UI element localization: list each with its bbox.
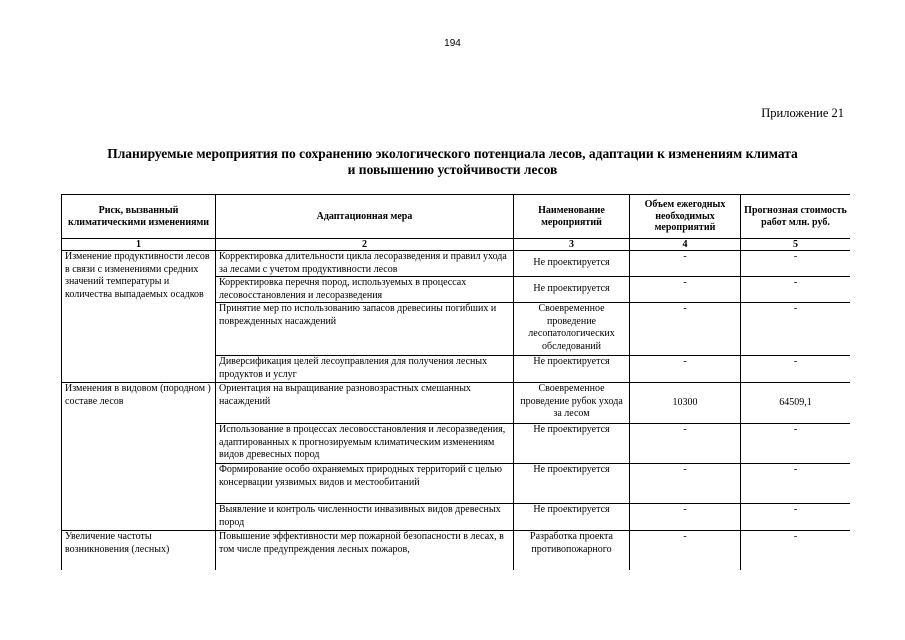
- measure-cell: Повышение эффективности мер пожарной безопасности в лесах, в том числе предупреждения лесных пожаров,: [216, 531, 514, 571]
- volume-cell: -: [630, 277, 741, 303]
- appendix-label: Приложение 21: [761, 106, 844, 120]
- volume-cell: -: [630, 303, 741, 356]
- activity-cell: Своевременное проведение рубок ухода за лесом: [514, 383, 630, 424]
- activity-cell: Не проектируется: [514, 504, 630, 531]
- activity-cell: Разработка проекта противопожарного: [514, 531, 630, 571]
- volume-cell: -: [630, 531, 741, 571]
- measure-cell: Корректировка перечня пород, используемых в процессах лесовосстановления и лесоразведения: [216, 277, 514, 303]
- title-line-2: и повышению устойчивости лесов: [347, 162, 558, 177]
- measure-cell: Использование в процессах лесовосстановления и лесоразведения, адаптированных к прогнозируемым климатическим изменениям видов древесных пород: [216, 424, 514, 464]
- risk-cell: Увеличение частоты возникновения (лесных): [62, 531, 216, 571]
- risk-cell: Изменение продуктивности лесов в связи с изменениями средних значений температуры и количества выпадаемых осадков: [62, 251, 216, 383]
- cost-cell: -: [741, 504, 851, 531]
- document-title: [40, 146, 865, 178]
- activity-cell: Своевременное проведение лесопатологических обследований: [514, 303, 630, 356]
- col-number: 1: [62, 239, 216, 251]
- measure-cell: Диверсификация целей лесоуправления для получения лесных продуктов и услуг: [216, 356, 514, 383]
- cost-cell: -: [741, 464, 851, 504]
- header-cost: Прогнозная стоимость работ млн. руб.: [741, 195, 851, 239]
- volume-cell: -: [630, 504, 741, 531]
- header-measure: Адаптационная мера: [216, 195, 514, 239]
- title-line-1: Планируемые мероприятия по сохранению экологического потенциала лесов, адаптации к изменениям климата: [107, 146, 798, 161]
- page-number: 194: [444, 38, 461, 49]
- measures-table-container: [61, 194, 850, 570]
- volume-cell: -: [630, 251, 741, 277]
- measure-cell: Корректировка длительности цикла лесоразведения и правил ухода за лесами с учетом продуктивности лесов: [216, 251, 514, 277]
- activity-cell: Не проектируется: [514, 464, 630, 504]
- activity-cell: Не проектируется: [514, 424, 630, 464]
- cost-cell: -: [741, 356, 851, 383]
- volume-cell: 10300: [630, 383, 741, 424]
- activity-cell: Не проектируется: [514, 277, 630, 303]
- measure-cell: Формирование особо охраняемых природных территорий с целью консервации уязвимых видов и местообитаний: [216, 464, 514, 504]
- measure-cell: Принятие мер по использованию запасов древесины погибших и поврежденных насаждений: [216, 303, 514, 356]
- col-number: 5: [741, 239, 851, 251]
- cost-cell: -: [741, 277, 851, 303]
- header-activity: Наименование мероприятий: [514, 195, 630, 239]
- header-risk: Риск, вызванный климатическими изменениями: [62, 195, 216, 239]
- risk-cell: Изменения в видовом (породном ) составе лесов: [62, 383, 216, 531]
- activity-cell: Не проектируется: [514, 251, 630, 277]
- col-number: 2: [216, 239, 514, 251]
- cost-cell: -: [741, 424, 851, 464]
- cost-cell: -: [741, 251, 851, 277]
- measure-cell: Ориентация на выращивание разновозрастных смешанных насаждений: [216, 383, 514, 424]
- activity-cell: Не проектируется: [514, 356, 630, 383]
- col-number: 3: [514, 239, 630, 251]
- table-row: [62, 531, 851, 571]
- header-volume: Объем ежегодных необходимых мероприятий: [630, 195, 741, 239]
- col-number: 4: [630, 239, 741, 251]
- volume-cell: -: [630, 464, 741, 504]
- cost-cell: -: [741, 531, 851, 571]
- measures-table: [61, 194, 850, 570]
- volume-cell: -: [630, 356, 741, 383]
- table-row: [62, 383, 851, 424]
- table-row: [62, 251, 851, 277]
- cost-cell: 64509,1: [741, 383, 851, 424]
- measure-cell: Выявление и контроль численности инвазивных видов древесных пород: [216, 504, 514, 531]
- cost-cell: -: [741, 303, 851, 356]
- volume-cell: -: [630, 424, 741, 464]
